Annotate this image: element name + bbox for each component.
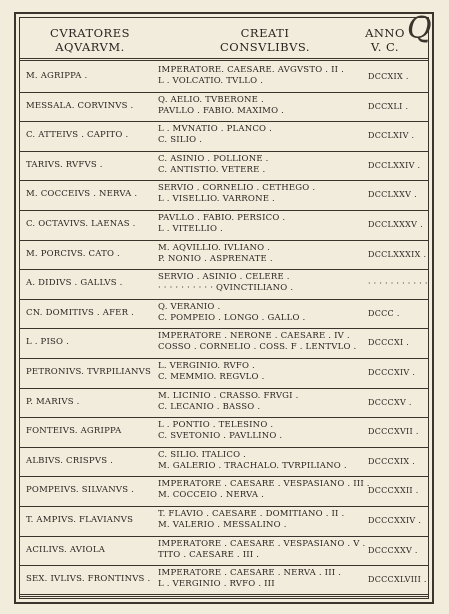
table-row bbox=[20, 121, 428, 151]
year-auc: DCCXLI . bbox=[368, 101, 409, 111]
year-auc: DCCCXIX . bbox=[368, 456, 416, 466]
year-auc: DCCCXIV . bbox=[368, 368, 416, 377]
curator-name: TARIVS. RVFVS . bbox=[26, 159, 103, 170]
table-row bbox=[20, 565, 428, 595]
consul-name: C. ANTISTIO. VETERE . bbox=[158, 164, 266, 175]
year-auc: DCCCXLVIII . bbox=[368, 575, 427, 585]
curator-name: POMPEIVS. SILVANVS . bbox=[26, 485, 135, 496]
curator-name: M. PORCIVS. CATO . bbox=[26, 248, 120, 259]
table-row bbox=[20, 536, 428, 566]
consul-name: IMPERATORE. CAESARE. AVGVSTO . II . bbox=[158, 65, 344, 75]
table-row bbox=[20, 506, 428, 536]
curator-name: A. DIDIVS . GALLVS . bbox=[26, 278, 123, 289]
consul-name: L . VERGINIO . RVFO . III bbox=[158, 579, 275, 590]
consul-name: Q. VERANIO . bbox=[158, 301, 221, 312]
year-auc: DCCLXXXV . bbox=[368, 220, 423, 229]
table-row bbox=[20, 447, 428, 477]
table-row bbox=[20, 358, 428, 388]
year-auc: DCCLXIV . bbox=[368, 131, 415, 141]
consul-name: C. SILIO . bbox=[158, 135, 203, 146]
consul-name: C. SILIO. ITALICO . bbox=[158, 449, 247, 460]
consul-name: C. SVETONIO . PAVLLINO . bbox=[158, 431, 283, 442]
consul-name: C. MEMMIO. REGVLO . bbox=[158, 372, 265, 382]
curator-name: M. AGRIPPA . bbox=[26, 71, 88, 81]
table-row bbox=[20, 151, 428, 181]
year-auc: DCCC . bbox=[368, 308, 400, 318]
consul-name: C. LECANIO . BASSO . bbox=[158, 401, 261, 412]
header-curatores: CVRATORES AQVARVM. bbox=[50, 26, 130, 54]
consul-name: IMPERATORE . CAESARE . VESPASIANO . III . bbox=[158, 479, 370, 490]
consul-name: T. FLAVIO . CAESARE . DOMITIANO . II . bbox=[158, 509, 345, 519]
year-auc: DCCCXVII . bbox=[368, 427, 419, 437]
curator-name: L . PISO . bbox=[26, 337, 70, 348]
curator-name: FONTEIVS. AGRIPPA bbox=[26, 426, 122, 437]
consul-name: COSSO . CORNELIO . COSS. F . LENTVLO . bbox=[158, 342, 357, 353]
consul-name: L. VERGINIO. RVFO . bbox=[158, 361, 255, 371]
curator-name: ALBIVS. CRISPVS . bbox=[26, 455, 114, 466]
consul-name: M. VALERIO . MESSALINO . bbox=[158, 520, 287, 530]
consul-name: Q. AELIO. TVBERONE . bbox=[158, 94, 264, 105]
consul-name: IMPERATORE . CAESARE . NERVA . III . bbox=[158, 568, 342, 579]
consul-name: L . PONTIO . TELESINO . bbox=[158, 420, 274, 431]
curator-name: CN. DOMITIVS . AFER . bbox=[26, 307, 134, 318]
year-auc: DCCLXXIV . bbox=[368, 160, 421, 170]
year-auc: DCCCXXV . bbox=[368, 545, 418, 555]
table-row bbox=[20, 62, 428, 92]
curator-name: P. MARIVS . bbox=[26, 396, 80, 407]
year-auc: DCCCXV . bbox=[368, 397, 412, 407]
consul-name: M. COCCEIO . NERVA . bbox=[158, 490, 265, 501]
consul-name: PAVLLO . FABIO. PERSICO . bbox=[158, 213, 286, 223]
consul-name: SERVIO . CORNELIO . CETHEGO . bbox=[158, 183, 316, 194]
table-row bbox=[20, 328, 428, 358]
consul-name: L . VOLCATIO. TVLLO . bbox=[158, 76, 264, 86]
year-auc: DCCCXI . bbox=[368, 338, 410, 348]
table-row bbox=[20, 180, 428, 210]
table-row bbox=[20, 299, 428, 329]
header-creati: CREATI CONSVLIBVS. bbox=[219, 26, 311, 54]
page-letter: Q bbox=[407, 11, 432, 46]
table-row bbox=[20, 388, 428, 418]
year-auc: · · · · · · · · · · · bbox=[368, 279, 428, 289]
table-row bbox=[20, 92, 428, 122]
curator-name: T. AMPIVS. FLAVIANVS bbox=[26, 515, 134, 525]
consul-name: L . MVNATIO . PLANCO . bbox=[158, 124, 273, 135]
header-anno: ANNO V. C. bbox=[365, 26, 405, 54]
curator-name: MESSALA. CORVINVS . bbox=[26, 100, 134, 111]
consul-name: L . VITELLIO . bbox=[158, 224, 223, 234]
consul-name: · · · · · · · · · · QVINCTILIANO . bbox=[158, 283, 294, 294]
consul-name: M. LICINIO . CRASSO. FRVGI . bbox=[158, 390, 299, 401]
curator-name: ACILIVS. AVIOLA bbox=[26, 544, 106, 555]
footer-rule bbox=[20, 594, 428, 597]
consul-name: TITO . CAESARE . III . bbox=[158, 549, 260, 560]
curator-name: PETRONIVS. TVRPILIANVS bbox=[26, 367, 152, 377]
consul-name: P. NONIO . ASPRENATE . bbox=[158, 253, 273, 264]
curator-name: C. ATTEIVS . CAPITO . bbox=[26, 130, 129, 141]
curator-name: C. OCTAVIVS. LAENAS . bbox=[26, 219, 136, 229]
table-row bbox=[20, 417, 428, 447]
consul-name: M. GALERIO . TRACHALO. TVRPILIANO . bbox=[158, 460, 347, 471]
table-row bbox=[20, 269, 428, 299]
table-row bbox=[20, 210, 428, 240]
curator-name: SEX. IVLIVS. FRONTINVS . bbox=[26, 574, 151, 585]
consul-name: IMPERATORE . CAESARE . VESPASIANO . V . bbox=[158, 538, 366, 549]
consul-name: M. AQVILLIO. IVLIANO . bbox=[158, 242, 271, 253]
curator-name: M. COCCEIVS . NERVA . bbox=[26, 189, 138, 200]
consul-name: SERVIO . ASINIO . CELERE . bbox=[158, 272, 290, 283]
consul-name: L . VISELLIO. VARRONE . bbox=[158, 194, 275, 205]
consul-name: C. POMPEIO . LONGO . GALLO . bbox=[158, 312, 306, 323]
table-row bbox=[20, 476, 428, 506]
consul-name: PAVLLO . FABIO. MAXIMO . bbox=[158, 105, 285, 116]
consul-name: IMPERATORE . NERONE . CAESARE . IV . bbox=[158, 331, 350, 342]
year-auc: DCCXIX . bbox=[368, 72, 409, 81]
header-rule bbox=[20, 58, 428, 61]
table-row bbox=[20, 240, 428, 270]
year-auc: DCCCXXII . bbox=[368, 486, 419, 496]
year-auc: DCCCXXIV . bbox=[368, 516, 422, 525]
year-auc: DCCLXXXIX . bbox=[368, 249, 427, 259]
year-auc: DCCLXXV . bbox=[368, 190, 417, 200]
consul-name: C. ASINIO . POLLIONE . bbox=[158, 153, 269, 164]
